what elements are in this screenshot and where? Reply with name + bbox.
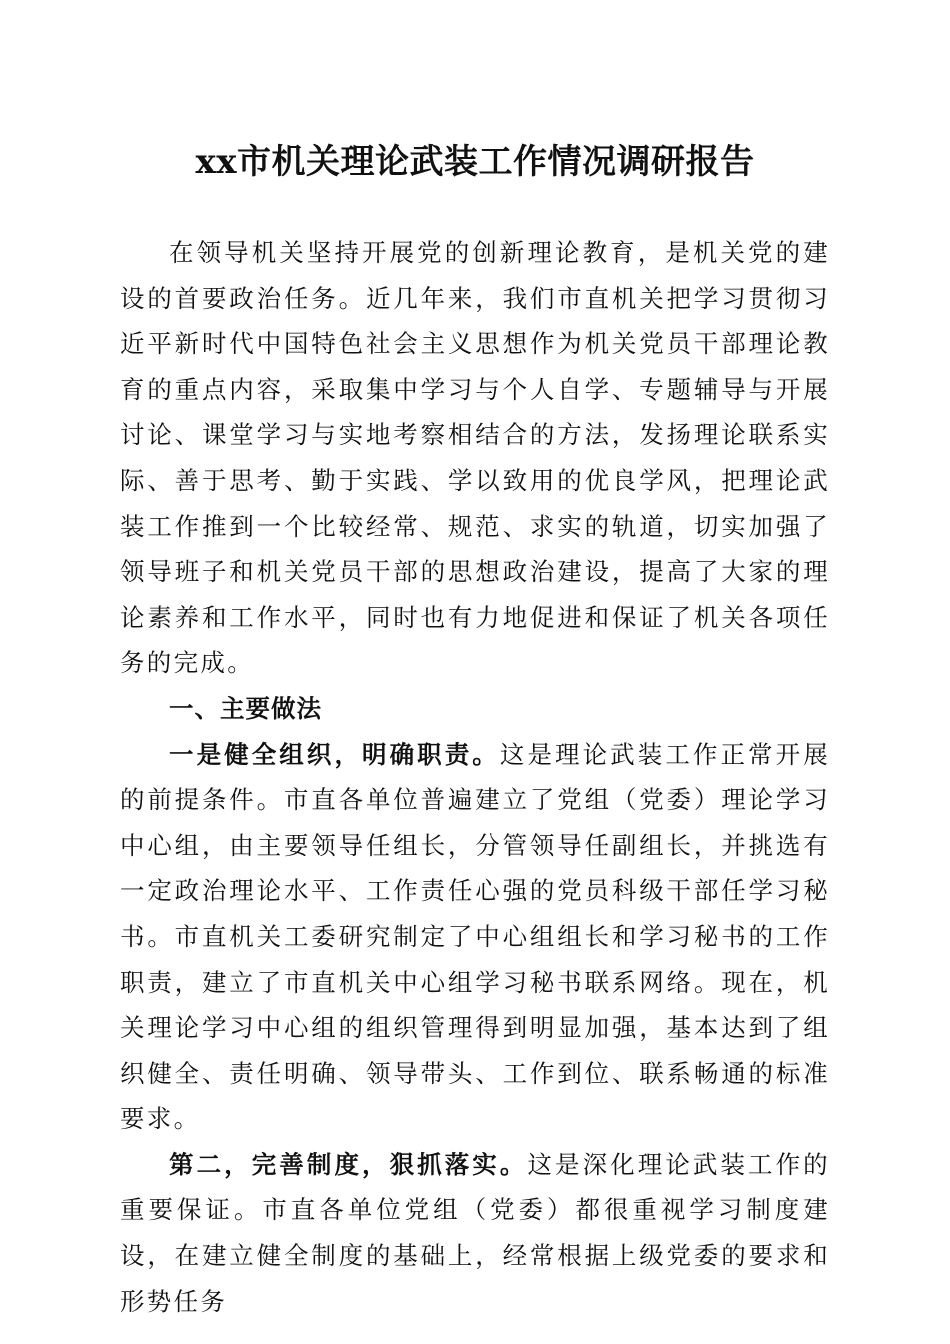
document-title: xx市机关理论武装工作情况调研报告 xyxy=(195,142,755,182)
point-1-text: 这是理论武装工作正常开展的前提条件。市直各单位普遍建立了党组（党委）理论学习中心组，由主要领导任组长，分管领导任副组长，并挑选有一定政治理论水平、工作责任心强的党员科级干部任学习秘书。市直机关工委研究制定了中心组组长和学习秘书的工作职责，建立了市直机关中心组学习秘书联系网络。现在，机关理论学习中心组的组织管理得到明显加强，基本达到了组织健全、责任明确、领导带头、工作到位、联系畅通的标准要求。 xyxy=(120,739,830,1134)
section-heading: 一、主要做法 xyxy=(169,693,322,723)
intro-paragraph: 在领导机关坚持开展党的创新理论教育，是机关党的建设的首要政治任务。近几年来，我们市直机关把学习贯彻习近平新时代中国特色社会主义思想作为机关党员干部理论教育的重点内容，采取集中学习与个人自学、专题辅导与开展讨论、课堂学习与实地考察相结合的方法，发扬理论联系实际、善于思考、勤于实践、学以致用的优良学风，把理论武装工作推到一个比较经常、规范、求实的轨道，切实加强了领导班子和机关党员干部的思想政治建设，提高了大家的理论素养和工作水平，同时也有力地促进和保证了机关各项任务的完成。 xyxy=(120,238,830,678)
point-2-text: 这是深化理论武装工作的重要保证。市直各单位党组（党委）都很重视学习制度建设，在建立健全制度的基础上，经常根据上级党委的要求和形势任务 xyxy=(120,1149,830,1316)
point-2-lead: 第二，完善制度，狠抓落实。 xyxy=(169,1149,528,1179)
document-body xyxy=(120,230,830,1324)
point-1-lead: 一是健全组织，明确职责。 xyxy=(169,739,500,769)
point-1-paragraph xyxy=(120,732,830,1142)
point-2-paragraph xyxy=(120,1142,830,1324)
